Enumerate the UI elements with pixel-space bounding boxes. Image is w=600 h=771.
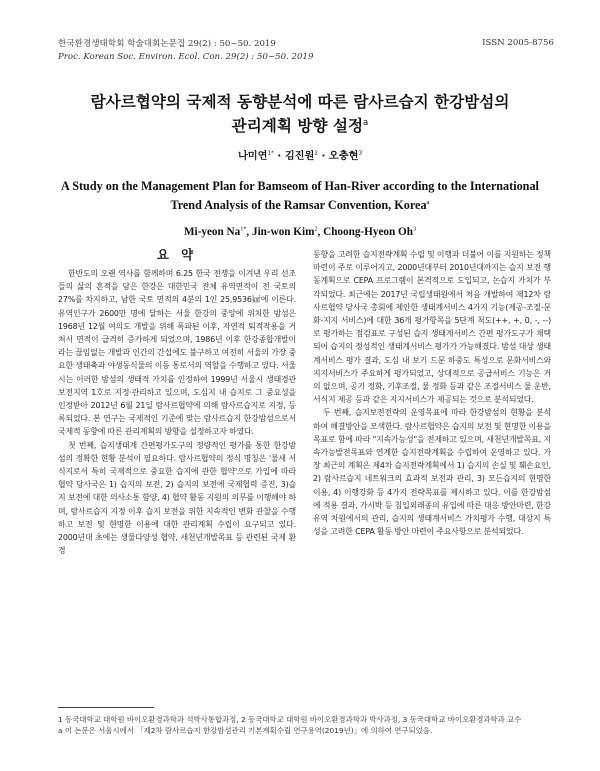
title-en-mark: a [426,198,430,206]
abstract-paragraph-3: 동향을 고려한 습지전략계획 수립 및 이행과 더불어 이를 지원하는 정책 마련이 주로 이루어지고, 2000년대부터 2010년대까지는 습지 보전 행동계획으로 CEPA 프로그램이 본격적으로 도입되고, 논습지 가치가 부각되었다. 최근에는 2017년 국립생태원에서 처음 개발하여 제12차 람사르협약 당사국 총회에 제안한 생태계서비스 4가지 기능(제공-조절-문화-지지 서비스)에 대한 36개 평가항목을 5단계 척도(++, +, 0, -, --)로 평가하는 점검표로 구성된 습지 생태계서비스 간편 평가도구가 채택되어 습지의 정성적인 생태계서비스 평가가 가능해졌다. 밤섬 대상 생태계서비스 평가 결과, 도심 내 보기 드문 하중도 특성으로 문화서비스와 지지서비스가 주요하게 평가되었고, 상대적으로 공급서비스 기능은 거의 없으며, 공기 정화, 기후조절, 물 정화 등과 같은 조절서비스 물 운반, 서식지 제공 등과 같은 지지서비스가 제공되는 것으로 분석되었다. [313,250,551,405]
abstract-left-column [58,248,296,557]
title-ko-mark: a [363,117,369,128]
footnote-funding: a 이 논문은 서울시에서 「제2차 람사르습지 한강밤섬관리 기본계획수립 연구용역(2019년)」에 의하여 연구되었음. [58,726,433,736]
abstract-paragraph-4: 두 번째, 습지보전전략의 운영목표에 따라 한강밤섬의 현황을 분석하여 해결방안을 모색한다. 람사르협약은 습지의 보전 및 현명한 이용을 목표로 함에 따라 "지속가능성"을 전제하고 있으며, 새천년개발목표, 지속가능발전목표와 연계한 습지전략계획을 수립하여 운영하고 있다. 가장 최근의 계획은 제4차 습지전략계획에서 1) 습지의 손실 및 훼손요인, 2) 람사르습지 네트워크의 효과적 보전과 관리, 3) 모든습지의 현명한 이용, 4) 이행강화 등 4가지 전략목표를 제시하고 있다. 이를 한강밤섬에 적용 결과, 가시박 등 침입외래종의 유입에 따른 대응 방안마련, 한강유역 차원에서의 관리, 습지의 생태계서비스 가치평가 수행, 대상지 특성을 고려한 CEPA 활동 방안 마련이 주요사항으로 분석되었다. [313,408,552,537]
paper-title-english [24,177,576,215]
issn: ISSN 2005-8756 [482,38,554,48]
journal-citation-en: Proc. Korean Soc. Environ. Ecol. Con. 29(2) : 50~50. 2019 [58,52,314,62]
authors-korean: 나미연$^{1*}$ · 김진원$^2$ · 오충현$^3$ [237,150,363,162]
title-en-line2: Trend Analysis of the Ramsar Convention, Korea$^a$ [170,198,430,212]
paper-title-korean [40,90,560,138]
author-ko-1: 나미연 [237,151,268,162]
footnotes [58,714,558,736]
abstract-right-column [313,248,551,538]
running-header [58,38,554,64]
footnote-affiliations: 1 동국대학교 대학원 바이오환경과학과 석박사통합과정, 2 동국대학교 대학원 바이오환경과학과 박사과정, 3 동국대학교 바이오환경과학과 교수 [58,715,522,724]
title-ko-line1: 람사르협약의 국제적 동향분석에 따른 람사르습지 한강밤섬의 [90,93,510,111]
abstract-paragraph-1: 한반도의 오랜 역사를 함께하며 6.25 한국 전쟁을 이겨낸 우리 선조들의 삶의 흔적을 담은 한강은 대한민국 전체 유역면적이 전 국토의 27%를 차지하고, 남한 국토 면적의 4분의 1인 25,9536㎢에 이른다. 유역인구가 2600만 명에 달하는 서울 한강의 중앙에 위치한 밤섬은 1968년 12월 여의도 개발을 위해 폭파된 이후, 자연적 퇴적작용을 거쳐서 면적이 급격히 증가하게 되었으며, 1986년 이후 한강종합개발이라는 끊임없는 개발과 인간의 간섭에도 불구하고 여전히 서울의 가장 중요한 생태축과 야생동식물의 이동 통로서의 역할을 수행하고 있다. 서울시는 이러한 밤섬의 생태적 가치를 인정하여 1999년 서울시 생태경관보전지역 1호로 지정·관리하고 있으며, 도심지 내 습지로 그 중요성을 인정받아 2012년 6월 21일 람사르협약에 의해 람사르습지로 지정, 등록되었다. 본 연구는 국제적인 기준에 맞는 람사르습지 한강밤섬으로서 국제적 동향에 따른 관리계획의 방향을 설정하고자 하였다. [58,269,296,437]
abstract-heading: 요 약 [156,247,198,262]
journal-citation-ko: 한국환경생태학회 학술대회논문집 29(2) : 50~50. 2019 [58,39,276,49]
author-en-2: Jin-won Kim [251,226,315,238]
title-ko-line2: 관리계획 방향 설정$^a$ [231,117,369,135]
footnote-divider [58,707,154,708]
author-en-1: Mi-yeon Na [183,226,241,238]
author-en-3: Choong-Hyeon Oh [323,226,413,238]
title-en-line1: A Study on the Management Plan for Bamseom of Han-River according to the International [61,179,539,193]
author-ko-2: 김진원 [284,151,315,162]
abstract-paragraph-2: 첫 번째, 습지생태계 간편평가도구의 정량적인 평가를 통한 한강밤섬의 정확한 현황 분석이 필요하다. 람사르협약의 정식 명칭은 '물새 서식지로서 특히 국제적으로 중요한 습지에 관한 협약'으로 가입에 따라 협약 당사국은 1) 습지의 보전, 2) 습지의 보전에 국제협력 증진, 3)습지 보전에 대한 의사소통 함양, 4) 협약 활동 지원의 의무를 이행해야 하며, 람사르습지 지정 이후 습지 보전을 위한 지속적인 변화 관찰을 수행하고 보전 및 현명한 이용에 대한 관리계획 수립이 요구되고 있다. 2000년대 초에는 생물다양성 협약, 새천년개발목표 등 관련된 국제 환경 [58,440,296,556]
author-ko-3: 오충현 [328,151,359,162]
authors-english: Mi-yeon $Na^{1*}$, Jin-won Kim$^2$, Choong-Hyeon Oh$^3$ [183,226,417,238]
